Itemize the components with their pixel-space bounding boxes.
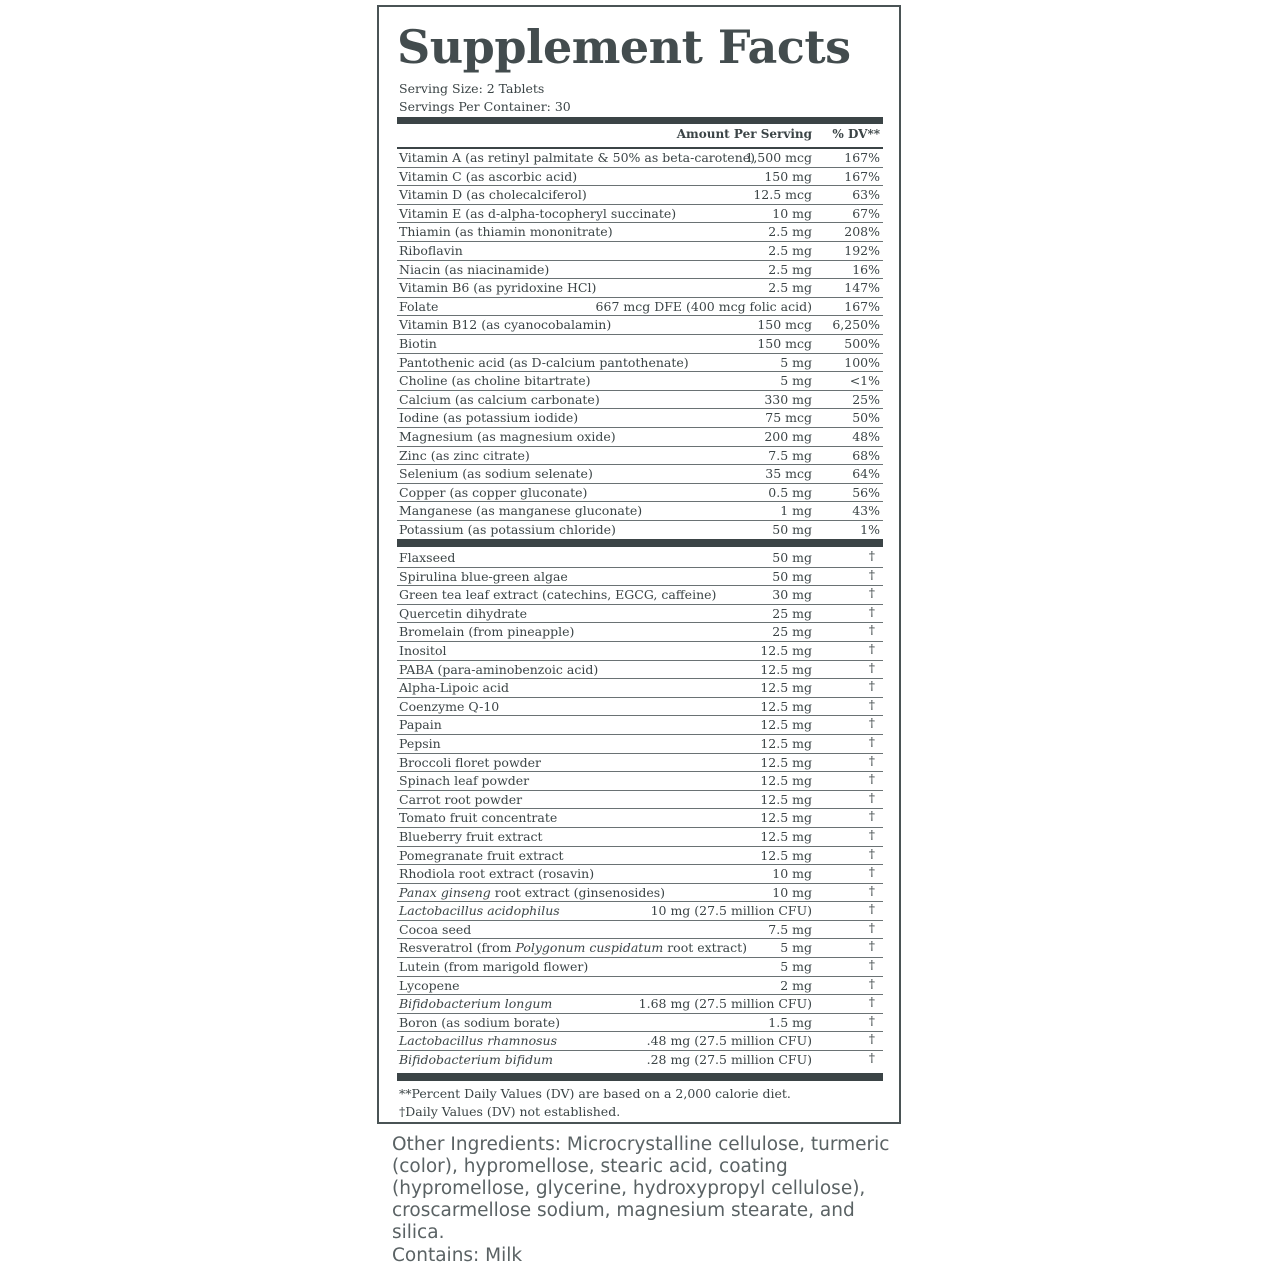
supplement-facts-panel (377, 5, 901, 1124)
ingredient-name (399, 995, 552, 1013)
daily-value: 48% (852, 428, 880, 444)
table-row (397, 623, 883, 642)
ingredient-name (399, 902, 560, 920)
servings-per-container: Servings Per Container: 30 (399, 99, 571, 114)
amount-per-serving: 1,500 mcg (745, 150, 812, 165)
daily-value: 50% (852, 410, 880, 426)
amount-per-serving: 12.5 mg (760, 735, 812, 751)
table-row (397, 298, 883, 317)
ingredient-name: Bromelain (from pineapple) (399, 624, 575, 640)
table-row (397, 642, 883, 661)
amount-per-serving: 30 mg (772, 587, 812, 603)
table-row (397, 223, 883, 242)
amount-per-serving: 1 mg (780, 503, 812, 519)
amount-per-serving: 35 mcg (765, 466, 812, 482)
other-ingredients-table (397, 549, 883, 1070)
daily-value: † (868, 566, 875, 582)
ingredient-name: Flaxseed (399, 550, 456, 565)
ingredient-name-suffix: root extract) (663, 940, 748, 956)
daily-value: † (868, 994, 875, 1010)
amount-per-serving: 12.5 mg (760, 810, 812, 826)
daily-value: † (868, 752, 875, 768)
ingredient-name: Blueberry fruit extract (399, 828, 543, 844)
table-row (397, 1014, 883, 1033)
amount-per-serving: .48 mg (27.5 million CFU) (646, 1033, 812, 1049)
thick-divider-middle (397, 539, 883, 547)
table-row (397, 661, 883, 680)
daily-value: 147% (844, 280, 880, 296)
dv-header: % DV** (832, 127, 880, 141)
ingredient-name (399, 1032, 557, 1050)
amount-per-serving: 12.5 mg (760, 661, 812, 677)
daily-value: † (868, 733, 875, 749)
table-row (397, 828, 883, 847)
ingredient-name: Vitamin E (as d-alpha-tocopheryl succinate) (399, 205, 677, 221)
thick-divider-bottom (397, 1073, 883, 1081)
ingredient-name (399, 884, 665, 902)
ingredient-name: Carrot root powder (399, 791, 523, 807)
ingredient-name (399, 939, 747, 957)
table-row (397, 772, 883, 791)
amount-per-serving: 150 mg (764, 168, 812, 184)
ingredient-name (399, 1051, 553, 1069)
daily-value: † (868, 585, 875, 601)
amount-per-serving: 12.5 mg (760, 791, 812, 807)
column-header-row (397, 124, 883, 145)
amount-per-serving: 50 mg (772, 521, 812, 537)
ingredient-name-italic: Bifidobacterium longum (399, 996, 553, 1012)
table-row (397, 279, 883, 298)
amount-per-serving: 7.5 mg (768, 447, 812, 463)
amount-per-serving: 2.5 mg (768, 224, 812, 240)
daily-value: 67% (852, 205, 880, 221)
daily-value: † (868, 826, 875, 842)
daily-value: 192% (844, 242, 880, 258)
table-row (397, 605, 883, 624)
daily-value: 63% (852, 187, 880, 203)
ingredient-name: Broccoli floret powder (399, 754, 542, 770)
ingredient-name-italic: Panax ginseng (399, 884, 491, 900)
amount-per-serving: 667 mcg DFE (400 mcg folic acid) (595, 298, 812, 314)
allergen-statement: Contains: Milk (392, 1245, 523, 1266)
daily-value: 1% (860, 521, 880, 537)
daily-value: 208% (844, 224, 880, 240)
ingredient-name-italic: Lactobacillus acidophilus (399, 903, 560, 919)
daily-value: 64% (852, 466, 880, 482)
amount-per-serving: 25 mg (772, 624, 812, 640)
table-row (397, 921, 883, 940)
table-row (397, 316, 883, 335)
ingredient-name-suffix: root extract (ginsenosides) (490, 884, 666, 900)
daily-value: † (868, 864, 875, 880)
table-row (397, 465, 883, 484)
ingredient-name-italic: Polygonum cuspidatum (515, 940, 664, 956)
table-row (397, 754, 883, 773)
table-row (397, 586, 883, 605)
ingredient-name: Calcium (as calcium carbonate) (399, 391, 600, 407)
ingredient-name: Vitamin B12 (as cyanocobalamin) (399, 317, 612, 333)
daily-value: 167% (844, 168, 880, 184)
daily-value: † (868, 1031, 875, 1047)
ingredient-name: Lycopene (399, 977, 460, 993)
table-row (397, 865, 883, 884)
amount-per-serving: 12.5 mg (760, 698, 812, 714)
ingredient-name: Alpha-Lipoic acid (399, 680, 510, 696)
daily-value: † (868, 696, 875, 712)
ingredient-name: Selenium (as sodium selenate) (399, 466, 593, 482)
ingredient-name: Spirulina blue-green algae (399, 568, 568, 584)
amount-per-serving: 5 mg (780, 354, 812, 370)
table-row (397, 847, 883, 866)
daily-value: 6,250% (832, 317, 880, 333)
table-row (397, 958, 883, 977)
ingredient-name: Vitamin B6 (as pyridoxine HCl) (399, 280, 597, 296)
ingredient-name: Pomegranate fruit extract (399, 847, 564, 863)
amount-per-serving: 10 mg (27.5 million CFU) (650, 903, 812, 919)
ingredient-name: Zinc (as zinc citrate) (399, 447, 530, 463)
table-row (397, 902, 883, 921)
ingredient-name-italic: Bifidobacterium bifidum (399, 1052, 554, 1068)
ingredient-name: Copper (as copper gluconate) (399, 484, 588, 500)
ingredient-name: Quercetin dihydrate (399, 605, 528, 621)
amount-per-serving: 5 mg (780, 373, 812, 389)
amount-per-serving: 10 mg (772, 205, 812, 221)
ingredient-name: Boron (as sodium borate) (399, 1014, 561, 1030)
table-row (397, 791, 883, 810)
table-row (397, 1032, 883, 1051)
table-row (397, 149, 883, 168)
table-row (397, 242, 883, 261)
amount-per-serving: 75 mcg (765, 410, 812, 426)
amount-per-serving: 25 mg (772, 605, 812, 621)
table-row (397, 884, 883, 903)
daily-value: † (868, 1012, 875, 1028)
ingredient-name: Green tea leaf extract (catechins, EGCG, caffeine) (399, 587, 717, 603)
daily-value: † (868, 640, 875, 656)
ingredient-name: Magnesium (as magnesium oxide) (399, 428, 616, 444)
ingredient-name: Biotin (399, 335, 437, 351)
ingredient-name: Inositol (399, 642, 447, 658)
daily-value: † (868, 789, 875, 805)
daily-value: † (868, 938, 875, 954)
daily-value: † (868, 1050, 875, 1066)
amount-per-serving: 2.5 mg (768, 261, 812, 277)
amount-per-serving: 10 mg (772, 866, 812, 882)
daily-value: 56% (852, 484, 880, 500)
daily-value: † (868, 919, 875, 935)
daily-value: † (868, 715, 875, 731)
table-row (397, 409, 883, 428)
amount-per-serving: 0.5 mg (768, 484, 812, 500)
ingredient-name: Pepsin (399, 735, 441, 751)
table-row (397, 354, 883, 373)
amount-per-serving: 10 mg (772, 884, 812, 900)
table-row (397, 261, 883, 280)
daily-value: 167% (844, 298, 880, 314)
amount-per-serving: 5 mg (780, 959, 812, 975)
amount-per-serving: .28 mg (27.5 million CFU) (646, 1052, 812, 1068)
panel-title: Supplement Facts (397, 20, 851, 74)
table-row (397, 698, 883, 717)
amount-per-serving: 12.5 mg (760, 642, 812, 658)
serving-size: Serving Size: 2 Tablets (399, 81, 545, 96)
ingredient-name: Riboflavin (399, 242, 463, 258)
dv-footnote: **Percent Daily Values (DV) are based on a 2,000 calorie diet. (399, 1086, 791, 1101)
table-row (397, 205, 883, 224)
ingredient-name: Cocoa seed (399, 921, 472, 937)
table-row (397, 447, 883, 466)
dagger-footnote: †Daily Values (DV) not established. (399, 1104, 621, 1119)
amount-per-serving: 12.5 mg (760, 828, 812, 844)
amount-per-serving: 150 mcg (757, 335, 812, 351)
daily-value: † (868, 975, 875, 991)
ingredient-name: Iodine (as potassium iodide) (399, 410, 579, 426)
amount-per-serving: 1.5 mg (768, 1014, 812, 1030)
amount-per-serving: 7.5 mg (768, 921, 812, 937)
ingredient-name: Papain (399, 717, 442, 733)
table-row (397, 1051, 883, 1070)
ingredient-name-prefix: Resveratrol (from (399, 940, 516, 956)
table-row (397, 335, 883, 354)
table-row (397, 735, 883, 754)
daily-value: <1% (849, 373, 880, 389)
table-row (397, 502, 883, 521)
ingredient-name: Choline (as choline bitartrate) (399, 373, 591, 389)
table-row (397, 995, 883, 1014)
table-row (397, 484, 883, 503)
ingredient-name: Spinach leaf powder (399, 773, 530, 789)
amount-per-serving: 50 mg (772, 550, 812, 565)
ingredient-name: Rhodiola root extract (rosavin) (399, 866, 595, 882)
table-row (397, 716, 883, 735)
daily-value: 68% (852, 447, 880, 463)
vitamins-minerals-table (397, 149, 883, 539)
daily-value: † (868, 901, 875, 917)
table-row (397, 428, 883, 447)
amount-per-serving: 330 mg (764, 391, 812, 407)
daily-value: † (868, 957, 875, 973)
daily-value: 25% (852, 391, 880, 407)
amount-per-serving: 12.5 mg (760, 717, 812, 733)
amount-per-serving: 200 mg (764, 428, 812, 444)
ingredient-name: Pantothenic acid (as D-calcium pantothenate) (399, 354, 689, 370)
ingredient-name: Folate (399, 298, 439, 314)
daily-value: † (868, 678, 875, 694)
amount-per-serving: 12.5 mg (760, 847, 812, 863)
amount-per-serving: 50 mg (772, 568, 812, 584)
amount-per-serving: 5 mg (780, 940, 812, 956)
amount-per-serving: 2.5 mg (768, 242, 812, 258)
daily-value: 100% (844, 354, 880, 370)
amount-per-serving: 150 mcg (757, 317, 812, 333)
table-row (397, 939, 883, 958)
other-ingredients-text: Other Ingredients: Microcrystalline cellulose, turmeric (color), hypromellose, stearic acid, coating (hypromellose, glycerine, hydroxypropyl cellulose), croscarmellose sodium, magnesium stearate, and silica. (392, 1134, 890, 1243)
ingredient-name-italic: Lactobacillus rhamnosus (399, 1033, 557, 1049)
table-row (397, 521, 883, 540)
ingredient-name: Lutein (from marigold flower) (399, 959, 589, 975)
amount-per-serving: 1.68 mg (27.5 million CFU) (638, 996, 812, 1012)
ingredient-name: Vitamin C (as ascorbic acid) (399, 168, 578, 184)
ingredient-name: Tomato fruit concentrate (399, 810, 558, 826)
ingredient-name: Vitamin A (as retinyl palmitate & 50% as beta-carotene) (399, 150, 756, 165)
daily-value: † (868, 808, 875, 824)
table-row (397, 186, 883, 205)
thick-divider-top (397, 117, 883, 124)
amount-per-serving: 12.5 mg (760, 680, 812, 696)
ingredient-name: Thiamin (as thiamin mononitrate) (399, 224, 613, 240)
daily-value: 167% (844, 150, 880, 165)
table-row (397, 391, 883, 410)
amount-per-serving-header: Amount Per Serving (676, 127, 812, 141)
daily-value: † (868, 659, 875, 675)
ingredient-name: Vitamin D (as cholecalciferol) (399, 187, 587, 203)
daily-value: 500% (844, 335, 880, 351)
daily-value: † (868, 845, 875, 861)
ingredient-name: Manganese (as manganese gluconate) (399, 503, 643, 519)
table-row (397, 549, 883, 568)
table-row (397, 977, 883, 996)
daily-value: † (868, 548, 875, 563)
ingredient-name: Coenzyme Q-10 (399, 698, 500, 714)
daily-value: 16% (852, 261, 880, 277)
daily-value: † (868, 882, 875, 898)
table-row (397, 809, 883, 828)
table-row (397, 679, 883, 698)
amount-per-serving: 12.5 mg (760, 773, 812, 789)
amount-per-serving: 2.5 mg (768, 280, 812, 296)
amount-per-serving: 2 mg (780, 977, 812, 993)
table-row (397, 372, 883, 391)
table-row (397, 168, 883, 187)
daily-value: † (868, 771, 875, 787)
ingredient-name: PABA (para-aminobenzoic acid) (399, 661, 599, 677)
amount-per-serving: 12.5 mg (760, 754, 812, 770)
ingredient-name: Niacin (as niacinamide) (399, 261, 550, 277)
amount-per-serving: 12.5 mcg (753, 187, 812, 203)
daily-value: † (868, 622, 875, 638)
daily-value: 43% (852, 503, 880, 519)
daily-value: † (868, 603, 875, 619)
table-row (397, 568, 883, 587)
ingredient-name: Potassium (as potassium chloride) (399, 521, 616, 537)
